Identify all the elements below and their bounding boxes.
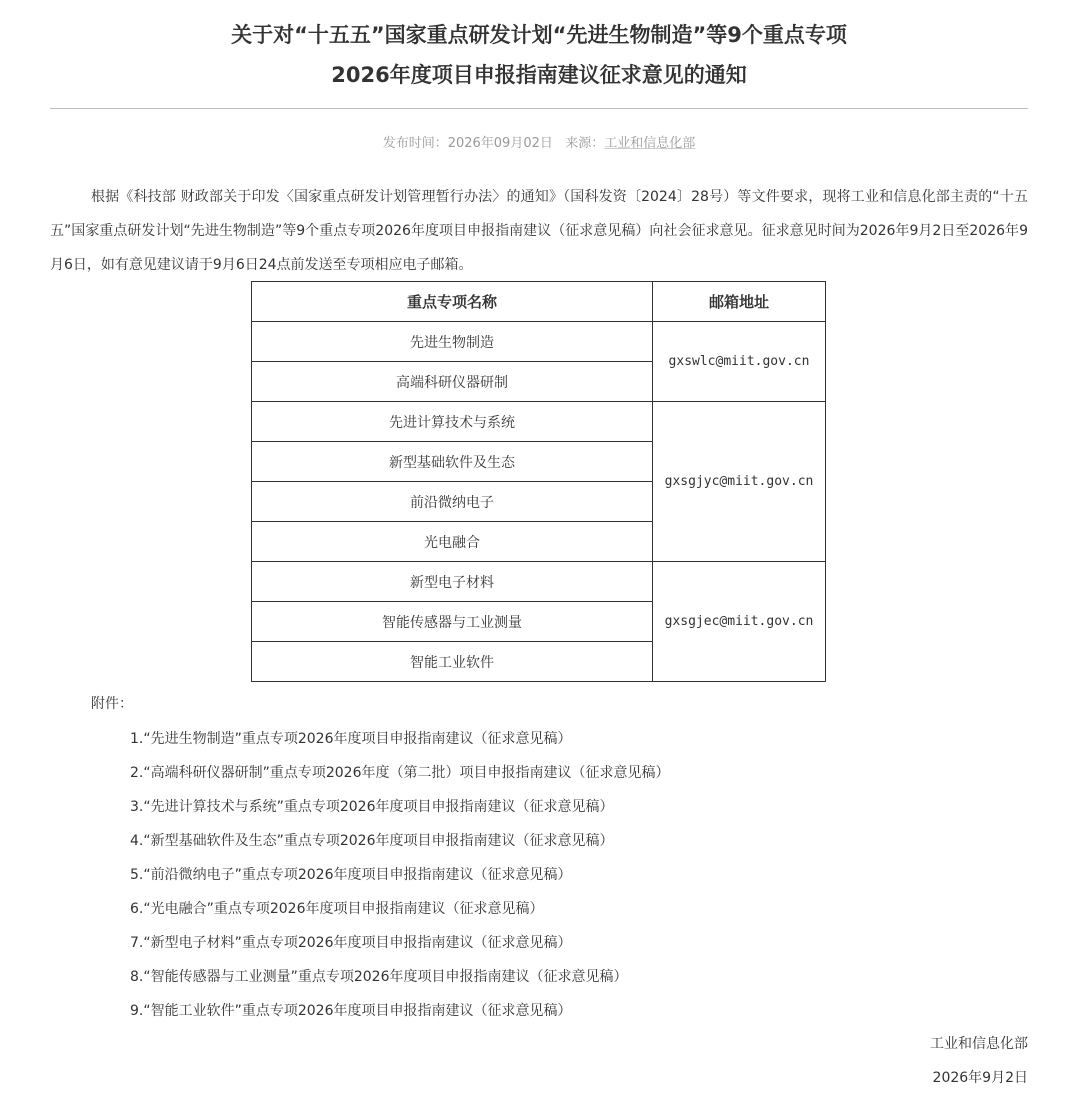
email-address: gxsgjyc@miit.gov.cn <box>653 402 826 562</box>
attachment-link[interactable]: 6.“光电融合”重点专项2026年度项目申报指南建议（征求意见稿） <box>130 901 544 917</box>
signature-org: 工业和信息化部 <box>930 1036 1028 1052</box>
article-meta <box>50 134 1028 154</box>
project-name: 智能传感器与工业测量 <box>252 602 653 642</box>
table-row <box>252 322 826 362</box>
table-header-row <box>252 282 826 322</box>
publish-date: 2026年09月02日 <box>447 136 553 151</box>
project-name: 智能工业软件 <box>252 642 653 682</box>
attachment-link[interactable]: 5.“前沿微纳电子”重点专项2026年度项目申报指南建议（征求意见稿） <box>130 867 572 883</box>
project-name: 新型基础软件及生态 <box>252 442 653 482</box>
body-paragraph: 根据《科技部 财政部关于印发〈国家重点研发计划管理暂行办法〉的通知》（国科发资〔2024〕28号）等文件要求，现将工业和信息化部主责的“十五五”国家重点研发计划“先进生物制造”等9个重点专项2026年度项目申报指南建议（征求意见稿）向社会征求意见。征求意见时间为2026年9月2日至2026年9月6日，如有意见建议请于9月6日24点前发送至专项相应电子邮箱。 <box>50 189 1028 273</box>
table-row <box>252 402 826 442</box>
attachment-link[interactable]: 7.“新型电子材料”重点专项2026年度项目申报指南建议（征求意见稿） <box>130 935 572 951</box>
attachment-link[interactable]: 3.“先进计算技术与系统”重点专项2026年度项目申报指南建议（征求意见稿） <box>130 799 614 815</box>
attachment-link[interactable]: 4.“新型基础软件及生态”重点专项2026年度项目申报指南建议（征求意见稿） <box>130 833 614 849</box>
project-name: 高端科研仪器研制 <box>252 362 653 402</box>
attachment-link[interactable]: 2.“高端科研仪器研制”重点专项2026年度（第二批）项目申报指南建议（征求意见稿） <box>130 765 670 781</box>
project-name: 先进生物制造 <box>252 322 653 362</box>
email-address: gxsgjec@miit.gov.cn <box>653 562 826 682</box>
attachment-link[interactable]: 1.“先进生物制造”重点专项2026年度项目申报指南建议（征求意见稿） <box>130 731 572 747</box>
publish-label: 发布时间： <box>382 136 448 151</box>
source-link[interactable]: 工业和信息化部 <box>604 136 696 151</box>
signature-date: 2026年9月2日 <box>932 1070 1028 1086</box>
attachment-link[interactable]: 9.“智能工业软件”重点专项2026年度项目申报指南建议（征求意见稿） <box>130 1003 572 1019</box>
project-name: 光电融合 <box>252 522 653 562</box>
project-name: 前沿微纳电子 <box>252 482 653 522</box>
email-table <box>251 281 826 682</box>
article-title-line-2: 2026年度项目申报指南建议征求意见的通知 <box>331 63 747 87</box>
source-label: 来源： <box>565 136 605 151</box>
email-address: gxswlc@miit.gov.cn <box>653 322 826 402</box>
attachment-link[interactable]: 8.“智能传感器与工业测量”重点专项2026年度项目申报指南建议（征求意见稿） <box>130 969 628 985</box>
article-title-line-1: 关于对“十五五”国家重点研发计划“先进生物制造”等9个重点专项 <box>231 23 847 47</box>
project-name: 先进计算技术与系统 <box>252 402 653 442</box>
header-email: 邮箱地址 <box>653 282 826 322</box>
table-row <box>252 562 826 602</box>
attachments-label: 附件： <box>91 696 133 712</box>
attachments-list <box>130 722 670 1028</box>
project-name: 新型电子材料 <box>252 562 653 602</box>
header-project-name: 重点专项名称 <box>252 282 653 322</box>
title-divider <box>50 108 1028 109</box>
